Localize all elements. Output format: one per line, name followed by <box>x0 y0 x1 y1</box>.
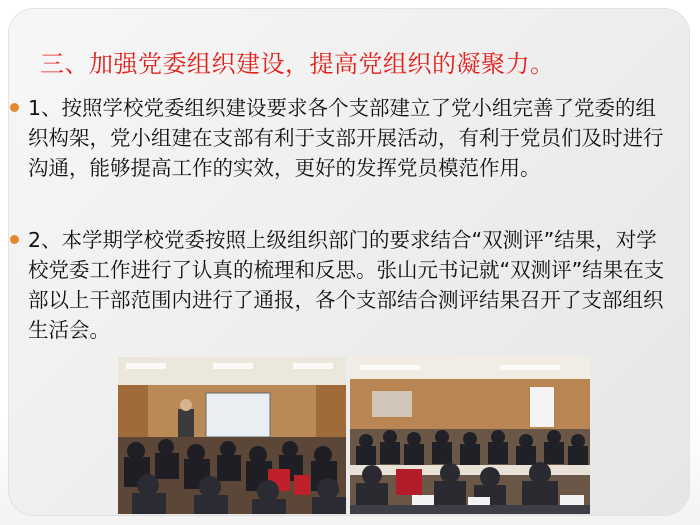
meeting-photo-1 <box>118 357 346 514</box>
bullet-dot-icon <box>10 103 19 112</box>
bullet-item-2 <box>28 225 668 345</box>
meeting-photo-2 <box>350 357 590 514</box>
bullet-text-1: 1、按照学校党委组织建设要求各个支部建立了党小组完善了党委的组织构架，党小组建在支部有利于支部开展活动，有利于党员们及时进行沟通，能够提高工作的实效，更好的发挥党员模范作用。 <box>28 96 664 180</box>
bullet-text-2: 2、本学期学校党委按照上级组织部门的要求结合“双测评”结果，对学校党委工作进行了认真的梳理和反思。张山元书记就“双测评”结果在支部以上干部范围内进行了通报，各个支部结合测评结果召开了支部组织生活会。 <box>28 228 665 342</box>
bullet-dot-icon <box>10 235 19 244</box>
bullet-item-1 <box>28 93 668 183</box>
slide-title: 三、加强党委组织建设，提高党组织的凝聚力。 <box>40 50 555 78</box>
